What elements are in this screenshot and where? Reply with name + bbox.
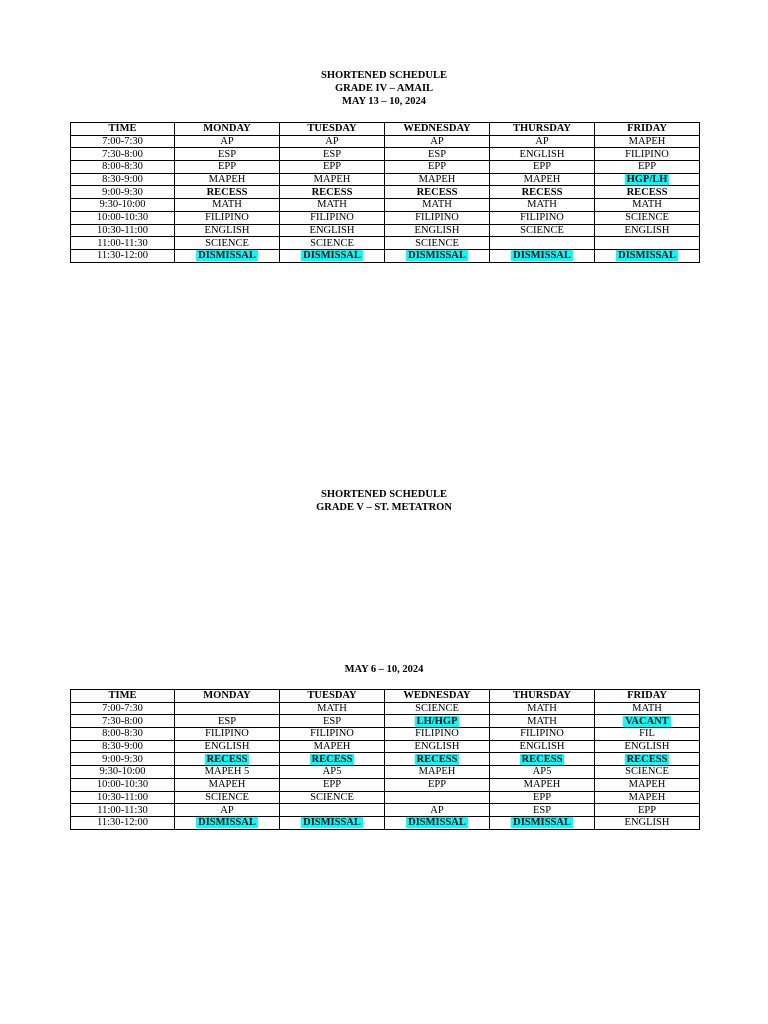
subject-label: HGP/LH (626, 174, 668, 186)
subject-cell (595, 791, 700, 804)
subject-label: ENGLISH (519, 148, 565, 160)
subject-label: SCIENCE (625, 766, 669, 778)
time-cell: 9:00-9:30 (71, 753, 175, 766)
subject-cell (280, 199, 385, 212)
table-row (71, 186, 700, 199)
subject-label: MATH (632, 199, 662, 211)
subject-label: RECESS (521, 753, 563, 765)
table-row (71, 237, 700, 250)
subject-cell (490, 728, 595, 741)
subject-cell (385, 804, 490, 817)
subject-label: DISMISSAL (408, 817, 466, 829)
subject-label: SCIENCE (310, 791, 354, 803)
subject-label: MAPEH (628, 779, 666, 791)
subject-cell (490, 702, 595, 715)
subject-label: MATH (632, 703, 662, 715)
subject-cell (175, 753, 280, 766)
subject-label: ENGLISH (204, 224, 250, 236)
subject-cell (175, 804, 280, 817)
subject-label: MAPEH (523, 174, 561, 186)
subject-cell (490, 249, 595, 262)
subject-cell (280, 728, 385, 741)
subject-cell (595, 199, 700, 212)
schedule-2-dates-heading (0, 663, 768, 676)
subject-label: MAPEH (313, 741, 351, 753)
time-cell: 8:30-9:00 (71, 173, 175, 186)
subject-label: EPP (322, 161, 342, 173)
subject-cell (595, 702, 700, 715)
schedule-1-grade: GRADE IV – AMAIL (334, 83, 434, 94)
subject-cell (175, 728, 280, 741)
subject-label: FILIPINO (520, 212, 564, 224)
subject-label: EPP (427, 779, 447, 791)
subject-cell (280, 753, 385, 766)
subject-cell (490, 224, 595, 237)
subject-label: RECESS (311, 186, 353, 198)
subject-cell (175, 766, 280, 779)
subject-label: LH/HGP (416, 715, 458, 727)
column-header: FRIDAY (595, 690, 700, 703)
subject-cell (595, 728, 700, 741)
subject-label: DISMISSAL (513, 817, 571, 829)
subject-cell (280, 173, 385, 186)
table-row (71, 224, 700, 237)
subject-label: SCIENCE (205, 791, 249, 803)
subject-label: FILIPINO (310, 728, 354, 740)
column-header: THURSDAY (490, 123, 595, 136)
subject-label: RECESS (311, 753, 353, 765)
subject-cell (175, 186, 280, 199)
subject-label: ENGLISH (624, 741, 670, 753)
subject-cell (385, 715, 490, 728)
subject-label: MATH (527, 715, 557, 727)
subject-label: DISMISSAL (303, 817, 361, 829)
subject-cell (175, 211, 280, 224)
subject-label: SCIENCE (205, 237, 249, 249)
subject-label: MATH (527, 703, 557, 715)
column-header: FRIDAY (595, 123, 700, 136)
subject-cell (385, 753, 490, 766)
subject-label: DISMISSAL (303, 250, 361, 262)
subject-label: MATH (317, 199, 347, 211)
time-cell: 9:30-10:00 (71, 199, 175, 212)
table-row (71, 702, 700, 715)
subject-cell (490, 186, 595, 199)
subject-label: FILIPINO (625, 148, 669, 160)
subject-label: DISMISSAL (198, 250, 256, 262)
subject-label: ESP (427, 148, 447, 160)
subject-label: DISMISSAL (513, 250, 571, 262)
subject-label: RECESS (206, 186, 248, 198)
subject-cell (385, 249, 490, 262)
table-row (71, 211, 700, 224)
subject-label: EPP (532, 791, 552, 803)
time-cell: 7:00-7:30 (71, 702, 175, 715)
time-cell: 10:30-11:00 (71, 791, 175, 804)
subject-cell (175, 237, 280, 250)
subject-label: EPP (637, 804, 657, 816)
table-row (71, 740, 700, 753)
subject-label: ENGLISH (309, 224, 355, 236)
subject-label: DISMISSAL (408, 250, 466, 262)
subject-label: FILIPINO (415, 728, 459, 740)
subject-cell (175, 173, 280, 186)
subject-cell (175, 740, 280, 753)
column-header: WEDNESDAY (385, 690, 490, 703)
schedule-2-dates: MAY 6 – 10, 2024 (344, 664, 424, 675)
subject-cell (385, 237, 490, 250)
subject-cell (280, 211, 385, 224)
subject-label: MAPEH (628, 136, 666, 148)
subject-label: ESP (322, 715, 342, 727)
subject-label: VACANT (625, 715, 669, 727)
subject-label: DISMISSAL (198, 817, 256, 829)
subject-cell (490, 237, 595, 250)
subject-cell (280, 135, 385, 148)
subject-cell (385, 702, 490, 715)
column-header: WEDNESDAY (385, 123, 490, 136)
subject-label: SCIENCE (310, 237, 354, 249)
subject-label: EPP (637, 161, 657, 173)
subject-label: MAPEH (628, 791, 666, 803)
subject-cell (490, 211, 595, 224)
subject-cell (280, 778, 385, 791)
subject-cell (490, 778, 595, 791)
subject-cell (385, 778, 490, 791)
subject-label: FILIPINO (310, 212, 354, 224)
time-cell: 9:00-9:30 (71, 186, 175, 199)
subject-cell (280, 766, 385, 779)
subject-label: RECESS (626, 753, 668, 765)
table-header-row (71, 690, 700, 703)
subject-cell (595, 224, 700, 237)
subject-label: RECESS (206, 753, 248, 765)
subject-cell (175, 778, 280, 791)
time-cell: 10:00-10:30 (71, 778, 175, 791)
subject-label: ENGLISH (414, 224, 460, 236)
subject-cell (385, 224, 490, 237)
column-header: TUESDAY (280, 690, 385, 703)
subject-cell (385, 135, 490, 148)
schedule-2-title: SHORTENED SCHEDULE (321, 489, 447, 500)
table-row (71, 804, 700, 817)
table-row (71, 715, 700, 728)
subject-cell (385, 740, 490, 753)
subject-label: FILIPINO (205, 212, 249, 224)
subject-label: RECESS (416, 186, 458, 198)
subject-cell (595, 249, 700, 262)
subject-label: ESP (217, 715, 237, 727)
table-row (71, 161, 700, 174)
schedule-2-table (70, 689, 700, 830)
subject-label: DISMISSAL (618, 250, 676, 262)
subject-cell (385, 728, 490, 741)
subject-cell (595, 715, 700, 728)
subject-label: FILIPINO (415, 212, 459, 224)
subject-cell (385, 186, 490, 199)
table-row (71, 135, 700, 148)
time-cell: 7:30-8:00 (71, 148, 175, 161)
subject-label: ENGLISH (414, 741, 460, 753)
subject-cell (490, 766, 595, 779)
column-header: TUESDAY (280, 123, 385, 136)
subject-cell (385, 199, 490, 212)
subject-label: SCIENCE (415, 703, 459, 715)
subject-cell (280, 186, 385, 199)
subject-cell (595, 753, 700, 766)
subject-label: MAPEH (418, 766, 456, 778)
table-row (71, 249, 700, 262)
subject-label: MATH (317, 703, 347, 715)
subject-label: FIL (639, 728, 655, 740)
column-header: MONDAY (175, 690, 280, 703)
subject-cell (175, 715, 280, 728)
subject-cell (490, 740, 595, 753)
time-cell: 11:00-11:30 (71, 237, 175, 250)
subject-label: MATH (422, 199, 452, 211)
subject-label: SCIENCE (520, 224, 564, 236)
subject-cell (490, 161, 595, 174)
subject-label: ENGLISH (519, 741, 565, 753)
subject-cell (595, 816, 700, 829)
time-cell: 8:00-8:30 (71, 161, 175, 174)
subject-label: MAPEH (418, 174, 456, 186)
subject-label: EPP (217, 161, 237, 173)
subject-cell (595, 778, 700, 791)
subject-label: MAPEH (523, 779, 561, 791)
subject-cell (490, 804, 595, 817)
column-header: MONDAY (175, 123, 280, 136)
subject-cell (280, 791, 385, 804)
time-cell: 8:30-9:00 (71, 740, 175, 753)
subject-label: RECESS (521, 186, 563, 198)
subject-cell (595, 186, 700, 199)
subject-cell (175, 816, 280, 829)
subject-label: AP (535, 136, 549, 148)
schedule-1-dates: MAY 13 – 10, 2024 (341, 96, 427, 107)
subject-label: FILIPINO (205, 728, 249, 740)
schedule-2-heading (0, 488, 768, 514)
subject-cell (280, 249, 385, 262)
subject-cell (280, 740, 385, 753)
subject-label: ESP (217, 148, 237, 160)
subject-cell (595, 740, 700, 753)
time-cell: 10:30-11:00 (71, 224, 175, 237)
subject-cell (175, 702, 280, 715)
time-cell: 7:00-7:30 (71, 135, 175, 148)
subject-label: EPP (532, 161, 552, 173)
subject-label: AP (430, 136, 444, 148)
subject-cell (595, 135, 700, 148)
subject-cell (490, 753, 595, 766)
subject-label: RECESS (626, 186, 668, 198)
subject-cell (385, 791, 490, 804)
subject-label: RECESS (416, 753, 458, 765)
schedule-1-table (70, 122, 700, 263)
subject-label: EPP (322, 779, 342, 791)
subject-label: MATH (212, 199, 242, 211)
time-cell: 11:30-12:00 (71, 816, 175, 829)
subject-label: AP (430, 804, 444, 816)
subject-label: EPP (427, 161, 447, 173)
subject-label: ESP (532, 804, 552, 816)
table-row (71, 199, 700, 212)
subject-cell (490, 816, 595, 829)
subject-label: AP (220, 136, 234, 148)
subject-label: MAPEH (313, 174, 351, 186)
time-cell: 11:00-11:30 (71, 804, 175, 817)
subject-label: FILIPINO (520, 728, 564, 740)
subject-label: MATH (527, 199, 557, 211)
subject-label: MAPEH 5 (204, 766, 250, 778)
subject-cell (490, 791, 595, 804)
subject-cell (175, 791, 280, 804)
subject-cell (280, 702, 385, 715)
subject-label: AP (325, 136, 339, 148)
subject-cell (595, 766, 700, 779)
subject-cell (280, 237, 385, 250)
subject-cell (175, 135, 280, 148)
subject-label: SCIENCE (625, 212, 669, 224)
subject-cell (490, 148, 595, 161)
schedule-1-title: SHORTENED SCHEDULE (321, 70, 447, 81)
subject-label: SCIENCE (415, 237, 459, 249)
time-cell: 10:00-10:30 (71, 211, 175, 224)
subject-cell (175, 224, 280, 237)
subject-cell (385, 816, 490, 829)
subject-label: MAPEH (208, 779, 246, 791)
subject-label: AP5 (322, 766, 342, 778)
time-cell: 7:30-8:00 (71, 715, 175, 728)
subject-cell (175, 249, 280, 262)
subject-label: ENGLISH (624, 224, 670, 236)
subject-cell (175, 199, 280, 212)
subject-label: MAPEH (208, 174, 246, 186)
subject-cell (385, 148, 490, 161)
subject-label: AP5 (532, 766, 552, 778)
subject-cell (595, 804, 700, 817)
subject-cell (385, 173, 490, 186)
table-header-row (71, 123, 700, 136)
subject-cell (175, 161, 280, 174)
subject-label: AP (220, 804, 234, 816)
subject-cell (280, 804, 385, 817)
time-cell: 8:00-8:30 (71, 728, 175, 741)
table-row (71, 766, 700, 779)
subject-cell (595, 173, 700, 186)
subject-cell (595, 211, 700, 224)
subject-label: ENGLISH (204, 741, 250, 753)
subject-cell (280, 224, 385, 237)
time-cell: 11:30-12:00 (71, 249, 175, 262)
column-header: TIME (71, 123, 175, 136)
subject-cell (280, 715, 385, 728)
subject-cell (595, 148, 700, 161)
subject-cell (490, 173, 595, 186)
table-row (71, 778, 700, 791)
table-row (71, 816, 700, 829)
subject-cell (175, 148, 280, 161)
subject-cell (490, 199, 595, 212)
table-row (71, 728, 700, 741)
time-cell: 9:30-10:00 (71, 766, 175, 779)
subject-cell (595, 237, 700, 250)
subject-cell (490, 135, 595, 148)
subject-cell (280, 161, 385, 174)
subject-cell (385, 161, 490, 174)
subject-cell (280, 816, 385, 829)
column-header: TIME (71, 690, 175, 703)
subject-cell (385, 211, 490, 224)
column-header: THURSDAY (490, 690, 595, 703)
schedule-2-grade: GRADE V – ST. METATRON (316, 502, 452, 513)
schedule-1-heading (0, 69, 768, 108)
table-row (71, 148, 700, 161)
subject-cell (385, 766, 490, 779)
subject-label: ENGLISH (624, 817, 670, 829)
subject-label: ESP (322, 148, 342, 160)
subject-cell (490, 715, 595, 728)
subject-cell (280, 148, 385, 161)
table-row (71, 173, 700, 186)
subject-cell (595, 161, 700, 174)
table-row (71, 753, 700, 766)
table-row (71, 791, 700, 804)
